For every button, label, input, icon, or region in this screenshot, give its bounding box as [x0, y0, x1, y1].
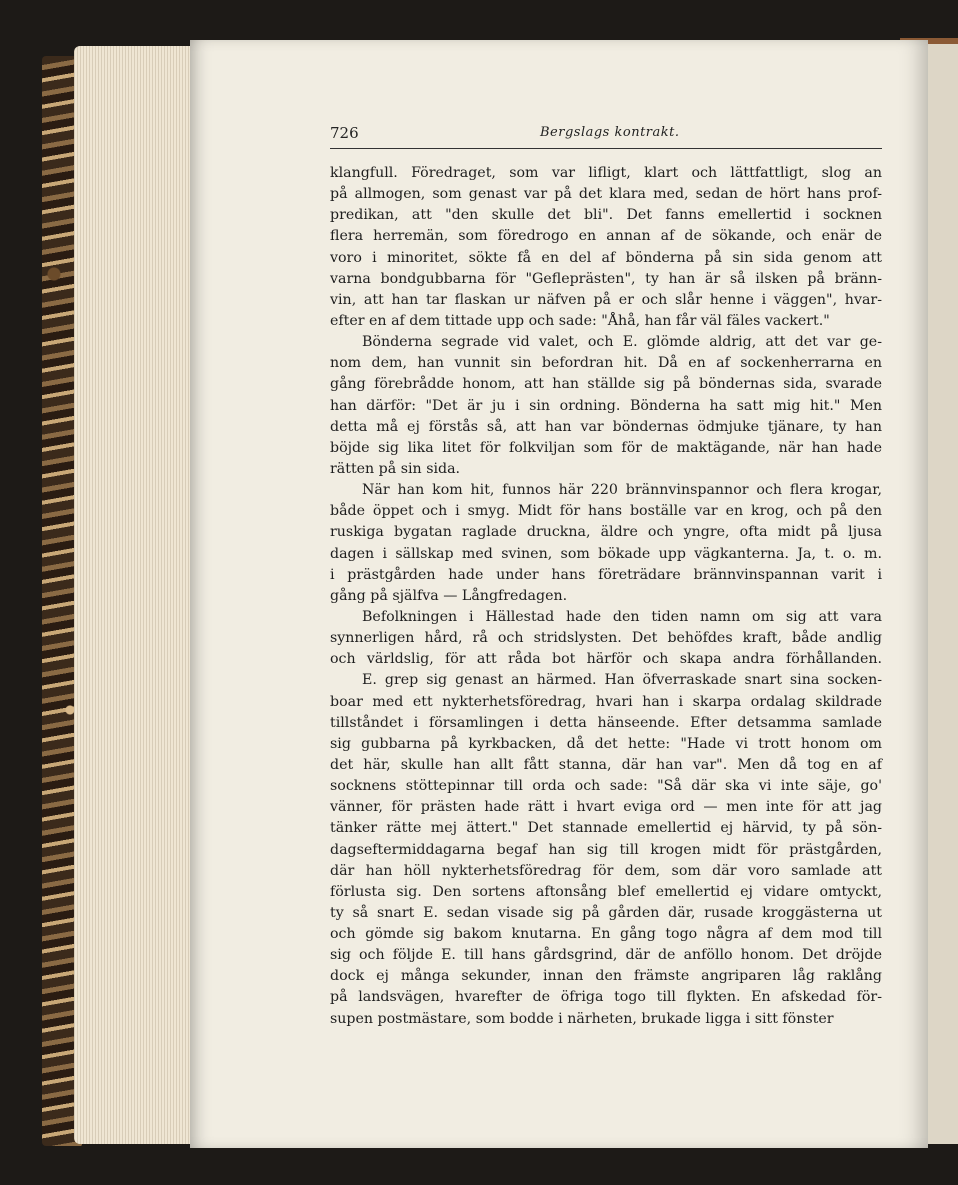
facing-page-edge	[926, 44, 958, 1144]
text-line: Bönderna segrade vid valet, och E. glömde aldrig, att det var ge-	[362, 334, 882, 351]
text-line: predikan, att "den skulle det bli". Det fanns emellertid i socknen	[330, 207, 882, 224]
text-line: dagen i sällskap med svinen, som bökade upp vägkanterna. Ja, t. o. m.	[330, 545, 882, 562]
text-line: i prästgården hade under hans företrädare brännvinspannan varit i	[330, 566, 882, 583]
text-line: och gömde sig bakom knutarna. En gång togo några af dem mod till	[330, 926, 882, 943]
text-line: rätten på sin sida.	[330, 460, 461, 477]
text-line: dock ej många sekunder, innan den främste angriparen låg raklång	[330, 968, 882, 985]
text-line: ty så snart E. sedan visade sig på gården där, rusade kroggästerna ut	[330, 904, 882, 921]
text-line: nom dem, han vunnit sin befordran hit. Då en af sockenherrarna en	[330, 355, 882, 372]
text-line: han därför: "Det är ju i sin ordning. Bönderna ha satt mig hit." Men	[330, 397, 882, 414]
text-line: förlusta sig. Den sortens aftonsång blef emellertid ej vidare omtyckt,	[330, 883, 882, 900]
text-line: dagseftermiddagarna begaf han sig till krogen midt för prästgården,	[330, 841, 882, 858]
text-line: När han kom hit, funnos här 220 brännvinspannor och flera krogar,	[362, 482, 882, 499]
page-number: 726	[330, 124, 359, 142]
running-title: Bergslags kontrakt.	[540, 125, 680, 140]
text-line: gång på själfva — Långfredagen.	[330, 587, 568, 604]
text-line: detta må ej förstås så, att han var böndernas ödmjuke tjänare, ty han	[330, 418, 882, 435]
body-text	[330, 163, 882, 1030]
text-line: vänner, för prästen hade rätt i hvart eviga ord — men inte för att jag	[330, 799, 882, 816]
text-line: boar med ett nykterhetsföredrag, hvari han i skarpa ordalag skildrade	[330, 693, 882, 710]
text-line: och världslig, för att råda bot härför och skapa andra förhållanden.	[330, 651, 882, 668]
text-line: efter en af dem tittade upp och sade: "Åhå, han får väl fäles vackert."	[330, 312, 830, 329]
text-line: E. grep sig genast an härmed. Han öfverraskade snart sina socken-	[362, 672, 882, 689]
text-line: sig gubbarna på kyrkbacken, då det hette: "Hade vi trott honom om	[330, 735, 882, 752]
text-line: Befolkningen i Hällestad hade den tiden namn om sig att vara	[362, 608, 882, 625]
text-line: vin, att han tar flaskan ur näfven på er och slår henne i väggen", hvar-	[330, 291, 882, 308]
text-line: synnerligen hård, rå och stridslysten. Det behöfdes kraft, både andlig	[330, 630, 882, 647]
text-line: tänker rätte mej ättert." Det stannade emellertid ej härvid, ty på sön-	[330, 820, 882, 837]
text-line: gång förebrådde honom, att han ställde sig på böndernas sida, svarade	[330, 376, 882, 393]
text-line: socknens stöttepinnar till orda och sade: "Så där ska vi inte säje, go'	[330, 778, 882, 795]
text-line: supen postmästare, som bodde i närheten, brukade ligga i sitt fönster	[330, 1010, 834, 1027]
page-header	[330, 124, 882, 149]
text-line: ruskiga bygatan raglade druckna, äldre och yngre, ofta midt på ljusa	[330, 524, 882, 541]
text-line: voro i minoritet, sökte få en del af bönderna på sin sida genom att	[330, 249, 882, 266]
text-line: tillståndet i församlingen i detta hänseende. Efter detsamma samlade	[330, 714, 882, 731]
text-line: på landsvägen, hvarefter de öfriga togo till flykten. En afskedad för-	[330, 989, 882, 1006]
text-line: flera herremän, som föredrogo en annan af de sökande, och enär de	[330, 228, 882, 245]
text-line: det här, skulle han allt fått stanna, där han var". Men då tog en af	[330, 756, 882, 773]
text-line: sig och följde E. till hans gårdsgrind, där de anföllo honom. Det dröjde	[330, 947, 882, 964]
text-line: både öppet och i smyg. Midt för hans boställe var en krog, och på den	[330, 503, 882, 520]
text-line: på allmogen, som genast var på det klara med, sedan de hört hans prof-	[330, 186, 882, 203]
text-line: böjde sig lika litet för folkviljan som för de maktägande, när han hade	[330, 439, 882, 456]
text-line: där han höll nykterhetsföredrag för dem, som där voro samlade att	[330, 862, 882, 879]
text-line: klangfull. Föredraget, som var lifligt, klart och lättfattligt, slog an	[330, 165, 882, 181]
text-line: varna bondgubbarna för "Gefleprästen", ty han är så ilsken på bränn-	[330, 270, 882, 287]
page-edges	[74, 46, 198, 1144]
